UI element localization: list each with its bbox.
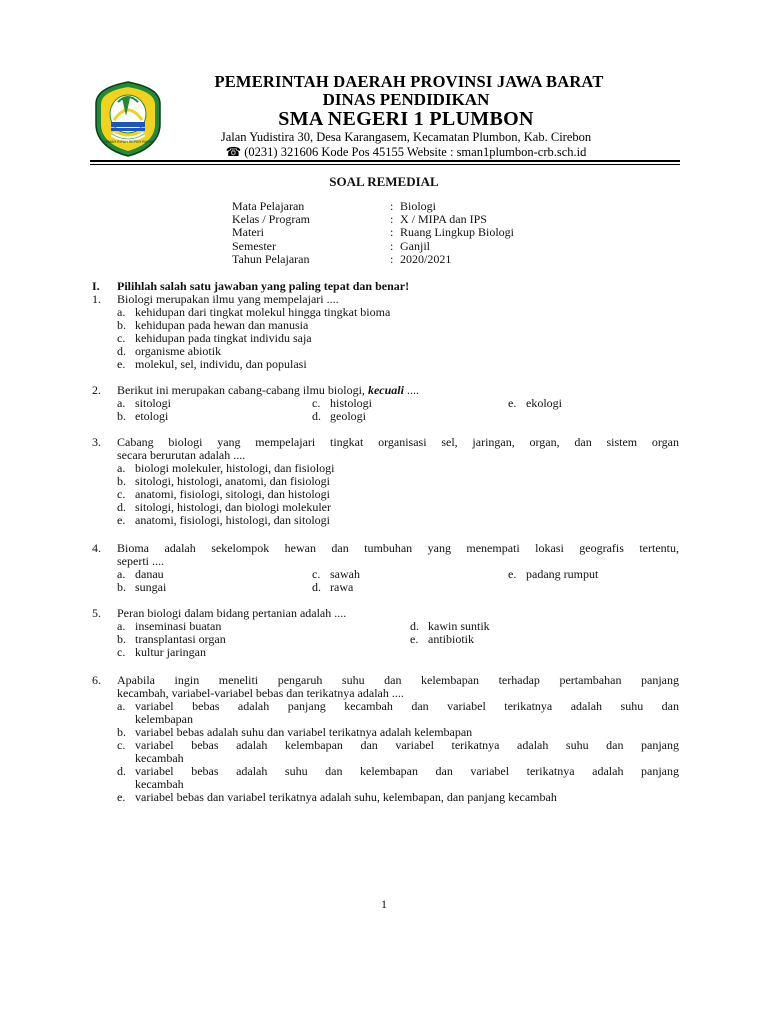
info-row xyxy=(232,226,552,240)
option-text-cont: kecambah xyxy=(135,777,184,791)
option-text: kultur jaringan xyxy=(135,645,206,659)
option-text: padang rumput xyxy=(526,567,599,581)
school-name: SMA NEGERI 1 PLUMBON xyxy=(278,108,534,130)
page-number: 1 xyxy=(381,897,387,911)
question-number: 1. xyxy=(92,292,101,306)
option-letter: a. xyxy=(117,619,126,633)
option-letter: c. xyxy=(312,396,321,410)
option-text: antibiotik xyxy=(428,632,474,646)
option-text: sitologi, histologi, dan biologi molekuler xyxy=(135,500,331,514)
option-letter: c. xyxy=(117,487,126,501)
option-letter: e. xyxy=(410,632,419,646)
option-letter: b. xyxy=(117,725,126,739)
option-letter: d. xyxy=(312,409,321,423)
info-label: Mata Pelajaran xyxy=(232,199,305,213)
option-text: sitologi, histologi, anatomi, dan fisiologi xyxy=(135,474,330,488)
info-label: Kelas / Program xyxy=(232,212,310,226)
info-label: Semester xyxy=(232,239,276,253)
option-text: variabel bebas adalah suhu dan kelembapan dan variabel terikatnya adalah panjang xyxy=(135,764,679,778)
option-letter: e. xyxy=(117,790,126,804)
document-title: SOAL REMEDIAL xyxy=(329,174,439,189)
option-text: inseminasi buatan xyxy=(135,619,222,633)
option-text: sitologi xyxy=(135,396,172,410)
question-text-cont: secara berurutan adalah .... xyxy=(117,448,246,462)
option-text: kawin suntik xyxy=(428,619,490,633)
option-letter: b. xyxy=(117,632,126,646)
option-letter: b. xyxy=(117,474,126,488)
option-text-cont: kecambah xyxy=(135,751,184,765)
option-text: histologi xyxy=(330,396,373,410)
question-text: Bioma adalah sekelompok hewan dan tumbuhan yang menempati lokasi geografis tertentu, xyxy=(117,541,679,555)
info-colon: : xyxy=(390,212,394,226)
option-letter: c. xyxy=(117,738,126,752)
question-number: 2. xyxy=(92,383,101,397)
info-colon: : xyxy=(390,199,394,213)
question-ellipsis: .... xyxy=(406,383,419,397)
option-text: molekul, sel, individu, dan populasi xyxy=(135,357,307,371)
question-number: 3. xyxy=(92,435,101,449)
option-text: variabel bebas adalah suhu dan variabel terikatnya adalah kelembapan xyxy=(135,725,473,739)
question-text: Biologi merupakan ilmu yang mempelajari .... xyxy=(117,292,339,306)
option-letter: b. xyxy=(117,580,126,594)
option-letter: a. xyxy=(117,699,126,713)
option-text: variabel bebas adalah panjang kecambah dan variabel terikatnya adalah suhu dan xyxy=(135,699,679,713)
option-text: kehidupan dari tingkat molekul hingga tingkat bioma xyxy=(135,305,391,319)
option-text: kehidupan pada hewan dan manusia xyxy=(135,318,309,332)
school-address: Jalan Yudistira 30, Desa Karangasem, Kecamatan Plumbon, Kab. Cirebon xyxy=(220,130,592,144)
info-value: Biologi xyxy=(400,199,437,213)
option-letter: e. xyxy=(117,357,126,371)
option-text: variabel bebas adalah kelembapan dan variabel terikatnya adalah suhu dan panjang xyxy=(135,738,679,752)
option-letter: d. xyxy=(117,764,126,778)
question-text-cont: kecambah, variabel-variabel bebas dan terikatnya adalah .... xyxy=(117,686,404,700)
question-text: Apabila ingin meneliti pengaruh suhu dan kelembapan terhadap pertambahan panjang xyxy=(117,673,679,687)
logo-motto: GEMAH RIPAH REPEH RAPIH xyxy=(102,140,154,144)
option-letter: c. xyxy=(312,567,321,581)
option-text: kehidupan pada tingkat individu saja xyxy=(135,331,312,345)
section-instruction: Pilihlah salah satu jawaban yang paling tepat dan benar! xyxy=(117,279,410,293)
option-text-cont: kelembapan xyxy=(135,712,193,726)
info-label: Tahun Pelajaran xyxy=(232,252,310,266)
school-contact: ☎ (0231) 321606 Kode Pos 45155 Website : sman1plumbon-crb.sch.id xyxy=(225,145,587,159)
option-text: danau xyxy=(135,567,164,581)
option-letter: a. xyxy=(117,461,126,475)
letterhead-divider xyxy=(90,160,680,162)
government-name: PEMERINTAH DAERAH PROVINSI JAWA BARAT xyxy=(214,72,604,91)
question-emphasis: kecuali xyxy=(367,383,404,397)
info-value: X / MIPA dan IPS xyxy=(400,212,487,226)
option-text: organisme abiotik xyxy=(135,344,222,358)
option-letter: b. xyxy=(117,409,126,423)
option-letter: e. xyxy=(508,396,517,410)
option-letter: d. xyxy=(312,580,321,594)
option-letter: a. xyxy=(117,305,126,319)
option-text: anatomi, fisiologi, histologi, dan sitologi xyxy=(135,513,330,527)
info-colon: : xyxy=(390,239,394,253)
info-value: Ganjil xyxy=(400,239,430,253)
option-text: geologi xyxy=(330,409,366,423)
option-letter: c. xyxy=(117,645,126,659)
option-text: variabel bebas dan variabel terikatnya adalah suhu, kelembapan, dan panjang kecambah xyxy=(135,790,557,804)
option-text: transplantasi organ xyxy=(135,632,226,646)
option-text: sawah xyxy=(330,567,360,581)
option-letter: d. xyxy=(410,619,419,633)
info-value: Ruang Lingkup Biologi xyxy=(400,225,514,239)
option-letter: a. xyxy=(117,567,126,581)
option-text: rawa xyxy=(330,580,354,594)
option-letter: e. xyxy=(117,513,126,527)
option-text: etologi xyxy=(135,409,169,423)
option-letter: d. xyxy=(117,344,126,358)
question-text-cont: seperti .... xyxy=(117,554,164,568)
question-number: 6. xyxy=(92,673,101,687)
info-row xyxy=(232,253,552,267)
question-text: Peran biologi dalam bidang pertanian adalah .... xyxy=(117,606,347,620)
option-letter: c. xyxy=(117,331,126,345)
option-letter: b. xyxy=(117,318,126,332)
info-value: 2020/2021 xyxy=(400,252,452,266)
question-number: 5. xyxy=(92,606,101,620)
info-label: Materi xyxy=(232,225,264,239)
question-stem: Berikut ini merupakan cabang-cabang ilmu biologi, xyxy=(117,383,365,397)
option-letter: a. xyxy=(117,396,126,410)
option-letter: d. xyxy=(117,500,126,514)
option-text: biologi molekuler, histologi, dan fisiologi xyxy=(135,461,335,475)
info-colon: : xyxy=(390,252,394,266)
section-number: I. xyxy=(92,279,100,293)
option-letter: e. xyxy=(508,567,517,581)
option-text: ekologi xyxy=(526,396,562,410)
letterhead-divider-thin xyxy=(90,164,680,165)
question-number: 4. xyxy=(92,541,101,555)
question-text: Cabang biologi yang mempelajari tingkat organisasi sel, jaringan, organ, dan sistem organ xyxy=(117,435,679,449)
option-text: anatomi, fisiologi, sitologi, dan histologi xyxy=(135,487,330,501)
info-colon: : xyxy=(390,225,394,239)
option-text: sungai xyxy=(135,580,167,594)
department-name: DINAS PENDIDIKAN xyxy=(322,90,490,109)
